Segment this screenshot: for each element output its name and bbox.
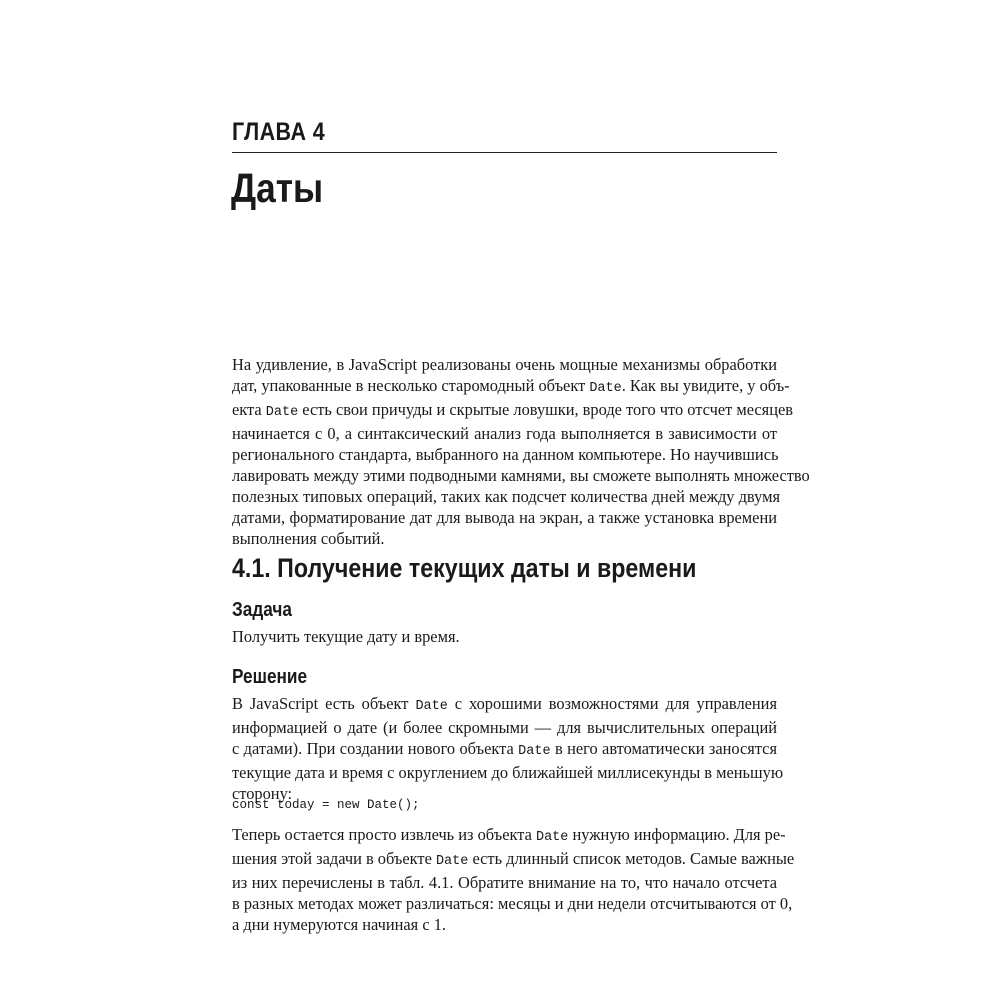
- inline-code: Date: [535, 830, 569, 845]
- solution-paragraph: [232, 693, 784, 804]
- chapter-title: Даты: [231, 165, 324, 211]
- intro-line: регионального стандарта, выбранного на данном компьютере. Но научившись: [232, 445, 779, 464]
- chapter-label: ГЛАВА 4: [232, 118, 326, 146]
- explanation-line: а дни нумеруются начиная с 1.: [232, 915, 446, 934]
- inline-code: Date: [435, 854, 469, 869]
- section-title: 4.1. Получение текущих даты и времени: [232, 553, 697, 583]
- task-text: Получить текущие дату и время.: [232, 627, 460, 646]
- solution-line: текущие дата и время с округлением до ближайшей миллисекунды в меньшую: [232, 763, 784, 782]
- intro-line: полезных типовых операций, таких как подсчет количества дней между двумя: [232, 487, 780, 506]
- chapter-rule: [232, 152, 777, 153]
- explanation-paragraph: [232, 824, 795, 935]
- inline-code: Date: [589, 381, 622, 396]
- intro-line: екта Date есть свои причуды и скрытые ловушки, вроде того что отсчет месяцев: [232, 400, 794, 420]
- intro-line: датами, форматирование дат для вывода на экран, а также установка времени: [232, 508, 777, 527]
- inline-code: Date: [265, 405, 299, 420]
- intro-line: начинается с 0, а синтаксический анализ года выполняется в зависимости от: [232, 424, 777, 443]
- solution-line: В JavaScript есть объект Date с хорошими возможностями для управления: [232, 694, 777, 714]
- explanation-line: в разных методах может различаться: месяцы и дни недели отсчитываются от 0,: [232, 894, 793, 913]
- intro-paragraph: [232, 354, 810, 549]
- explanation-line: из них перечислены в табл. 4.1. Обратите внимание на то, что начало отсчета: [232, 873, 777, 892]
- intro-line: На удивление, в JavaScript реализованы очень мощные механизмы обработки: [232, 355, 777, 374]
- solution-line: с датами). При создании нового объекта Date в него автоматически заносятся: [232, 739, 777, 759]
- intro-line: дат, упакованные в несколько старомодный объект Date. Как вы увидите, у объ-: [232, 376, 790, 396]
- solution-line: сторону:: [232, 784, 293, 803]
- intro-line: выполнения событий.: [232, 529, 385, 548]
- intro-line: лавировать между этими подводными камнями, вы сможете выполнять множество: [232, 466, 810, 485]
- inline-code: Date: [518, 744, 551, 759]
- solution-heading: Решение: [232, 666, 308, 688]
- code-block: const today = new Date();: [232, 798, 420, 812]
- solution-line: информацией о дате (и более скромными — для вычислительных операций: [232, 718, 777, 737]
- explanation-line: Теперь остается просто извлечь из объекта Date нужную информацию. Для ре-: [232, 825, 786, 845]
- explanation-line: шения этой задачи в объекте Date есть длинный список методов. Самые важные: [232, 849, 795, 869]
- inline-code: Date: [415, 699, 448, 714]
- task-heading: Задача: [232, 599, 292, 621]
